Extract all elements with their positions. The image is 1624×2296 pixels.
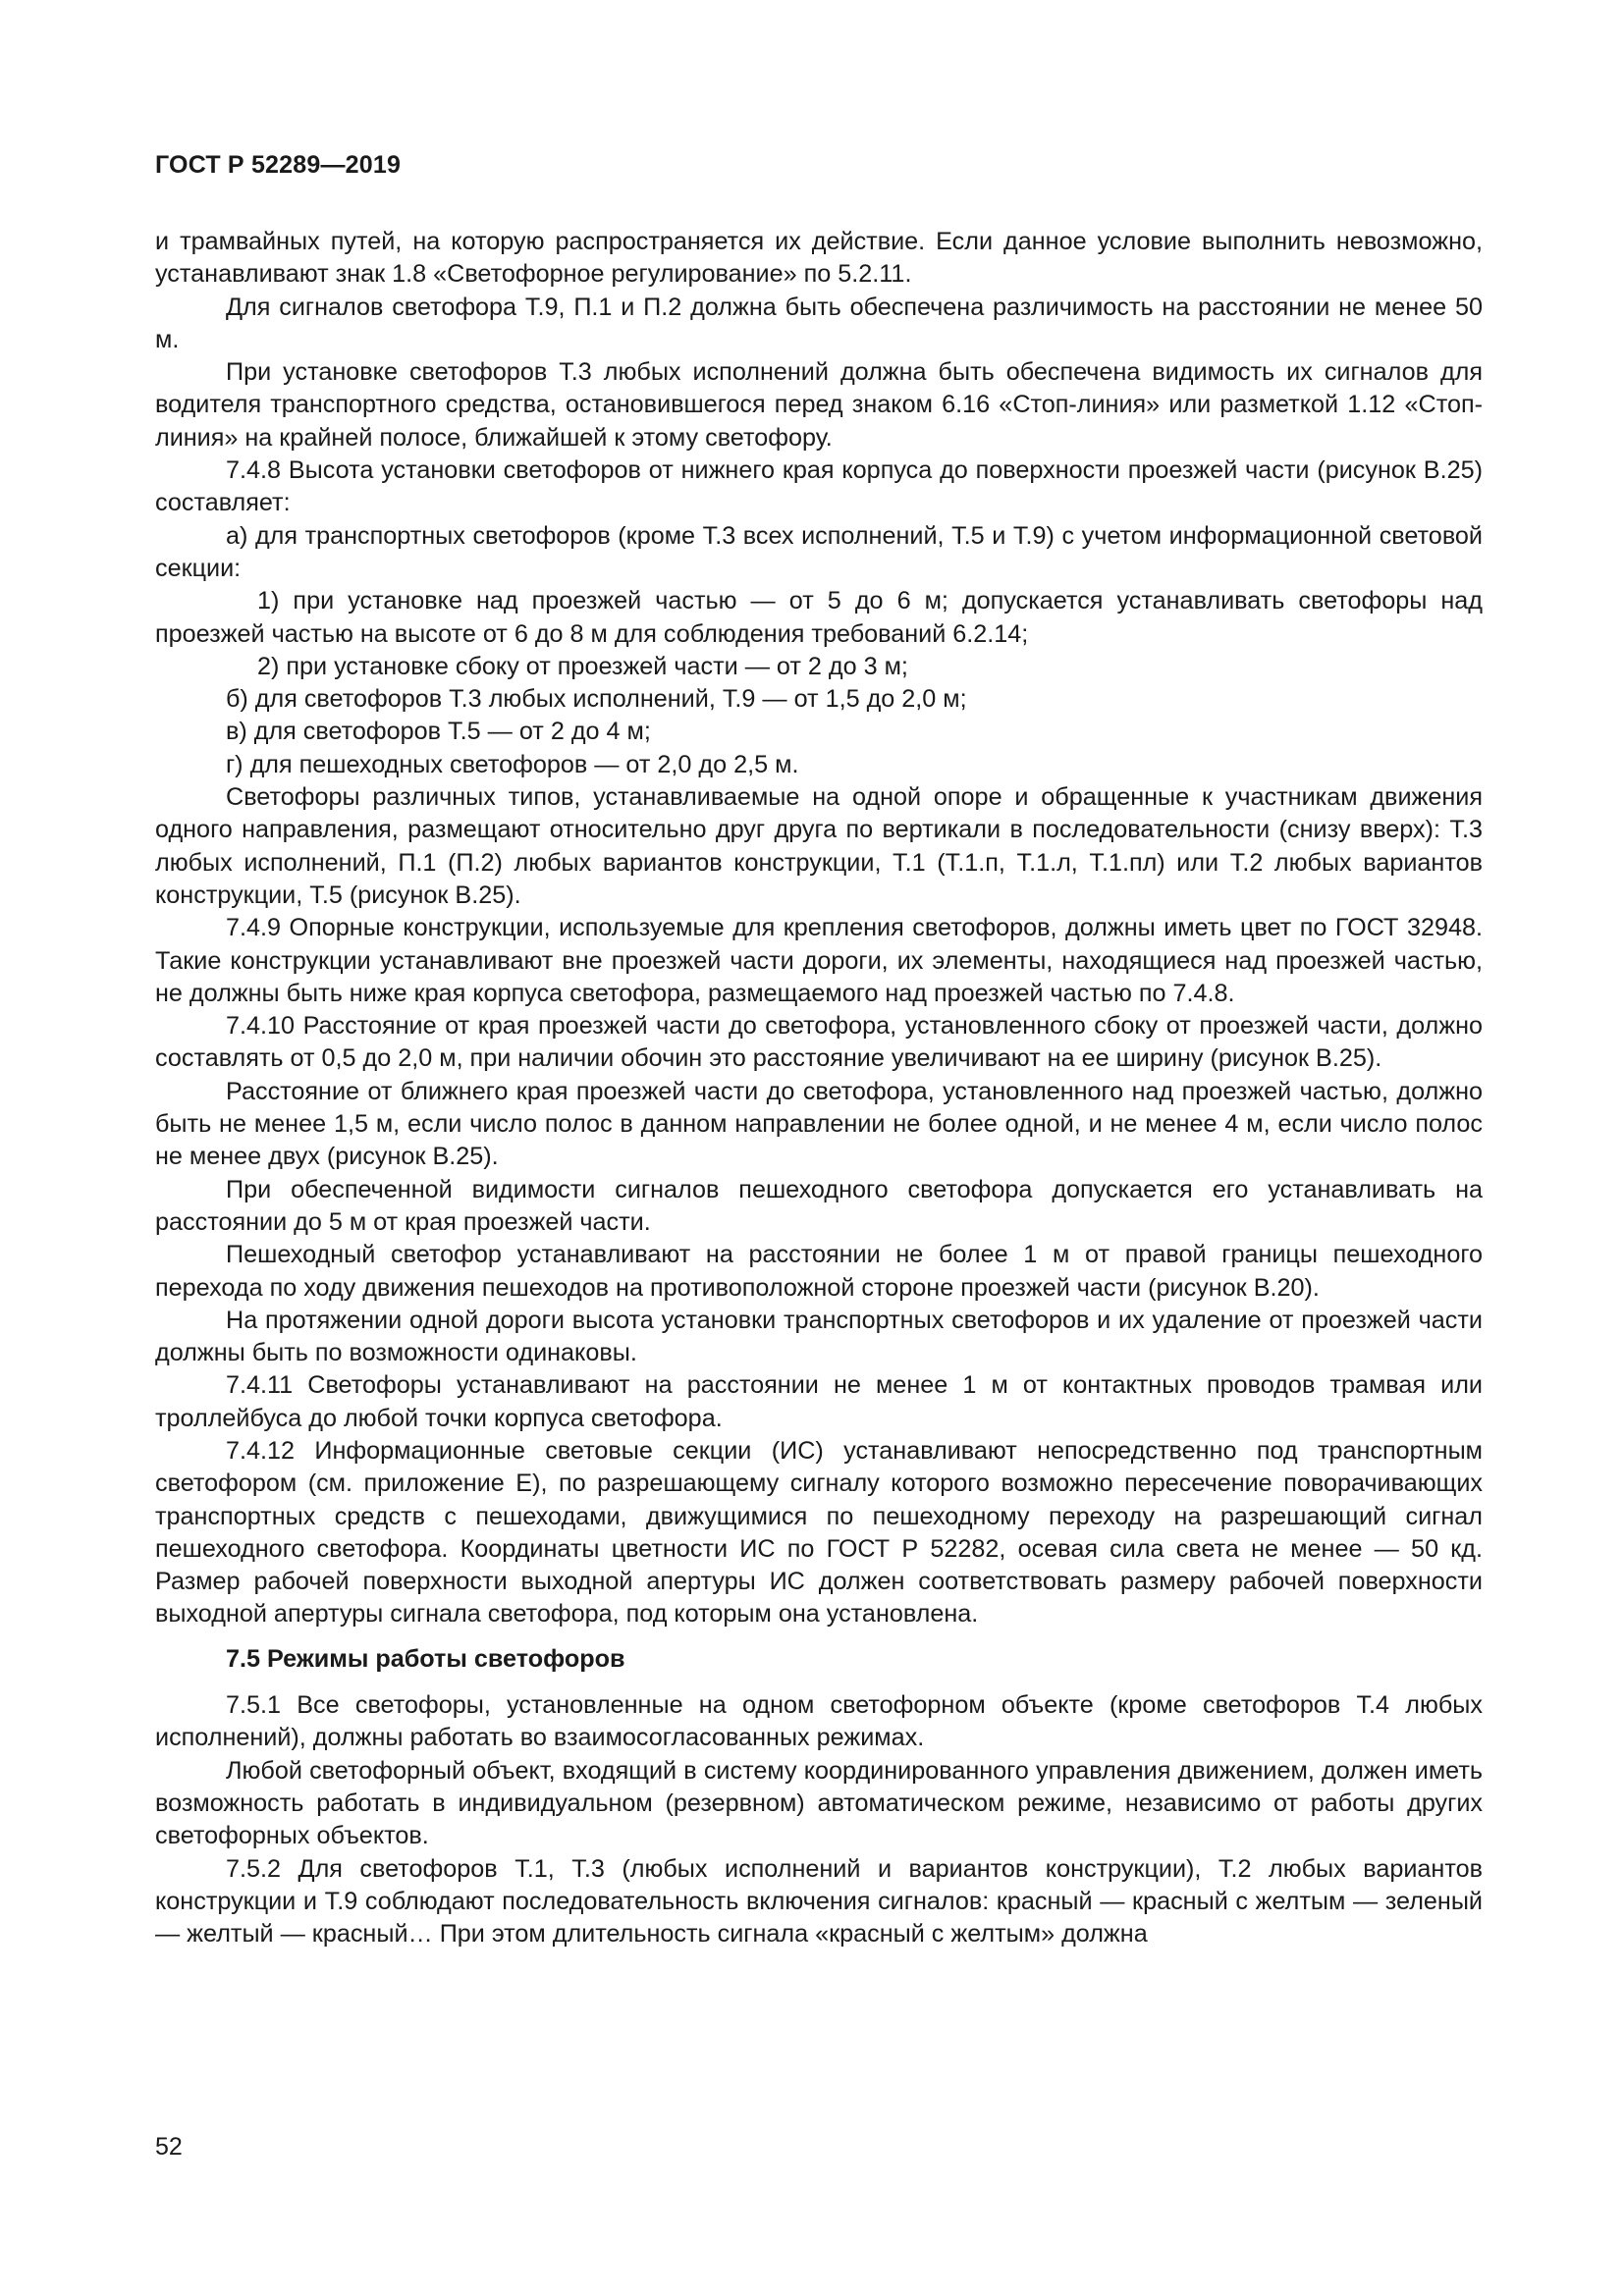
list-subitem-1: 1) при установке над проезжей частью — от 5 до 6 м; допускается устанавливать светофоры над проезжей частью на высоте от 6 до 8 м для соблюдения требований 6.2.14;: [155, 587, 1483, 648]
clause-7-4-12: 7.4.12 Информационные световые секции (ИС) устанавливают непосредственно под транспортным светофором (см. приложение Е), по разрешающему сигналу которого возможно пересечение поворачивающих транспортных средств с пешеходами, движущимися по пешеходному переходу на разрешающий сигнал пешеходного светофора. Координаты цветности ИС по ГОСТ Р 52282, осевая сила света не менее — 50 кд. Размер рабочей поверхности выходной апертуры ИС должен соответствовать размеру рабочей поверхности выходной апертуры сигнала светофора, под которым она установлена.: [155, 1436, 1483, 1629]
section-heading: 7.5 Режимы работы светофоров: [226, 1644, 625, 1673]
clause-7-5-1: 7.5.1 Все светофоры, установленные на одном светофорном объекте (кроме светофоров Т.4 любых исполнений), должны работать во взаимосогласованных режимах.: [155, 1691, 1483, 1752]
list-item-a: а) для транспортных светофоров (кроме Т.3 всех исполнений, Т.5 и Т.9) с учетом информационной световой секции:: [155, 521, 1483, 582]
list-item-v: в) для светофоров Т.5 — от 2 до 4 м;: [226, 718, 651, 746]
paragraph: При установке светофоров Т.3 любых исполнений должна быть обеспечена видимость их сигналов для водителя транспортного средства, остановившегося перед знаком 6.16 «Стоп-линия» или разметкой 1.12 «Стоп-линия» на крайней полосе, ближайшей к этому светофору.: [155, 358, 1483, 452]
paragraph: Пешеходный светофор устанавливают на расстоянии не более 1 м от правой границы пешеходного перехода по ходу движения пешеходов на противоположной стороне проезжей части (рисунок В.20).: [155, 1241, 1483, 1302]
paragraph: Светофоры различных типов, устанавливаемые на одной опоре и обращенные к участникам движения одного направления, размещают относительно друг друга по вертикали в последовательности (снизу вверх): Т.3 любых исполнений, П.1 (П.2) любых вариантов конструкции, Т.1 (Т.1.п, Т.1.л, Т.1.пл) или Т.2 любых вариантов конструкции, Т.5 (рисунок В.25).: [155, 783, 1483, 909]
clause-7-4-11: 7.4.11 Светофоры устанавливают на расстоянии не менее 1 м от контактных проводов трамвая или троллейбуса до любой точки корпуса светофора.: [155, 1371, 1483, 1432]
paragraph: На протяжении одной дороги высота установки транспортных светофоров и их удаление от проезжей части должны быть по возможности одинаковы.: [155, 1306, 1483, 1367]
document-body: [155, 226, 1483, 1950]
page-number: 52: [155, 2133, 183, 2161]
paragraph: Расстояние от ближнего края проезжей части до светофора, установленного над проезжей частью, должно быть не менее 1,5 м, если число полос в данном направлении не более одной, и не менее 4 м, если число полос не менее двух (рисунок В.25).: [155, 1077, 1483, 1171]
document-header: ГОСТ Р 52289—2019: [155, 151, 402, 179]
clause-7-4-8: 7.4.8 Высота установки светофоров от нижнего края корпуса до поверхности проезжей части (рисунок В.25) составляет:: [155, 456, 1483, 517]
clause-7-4-9: 7.4.9 Опорные конструкции, используемые для крепления светофоров, должны иметь цвет по ГОСТ 32948. Такие конструкции устанавливают вне проезжей части дороги, их элементы, находящиеся над проезжей частью, не должны быть ниже края корпуса светофора, размещаемого над проезжей частью по 7.4.8.: [155, 914, 1483, 1007]
paragraph: Для сигналов светофора Т.9, П.1 и П.2 должна быть обеспечена различимость на расстоянии не менее 50 м.: [155, 293, 1483, 353]
clause-7-4-10: 7.4.10 Расстояние от края проезжей части до светофора, установленного сбоку от проезжей части, должно составлять от 0,5 до 2,0 м, при наличии обочин это расстояние увеличивают на ее ширину (рисунок В.25).: [155, 1012, 1483, 1073]
clause-7-5-2: 7.5.2 Для светофоров Т.1, Т.3 (любых исполнений и вариантов конструкции), Т.2 любых вариантов конструкции и Т.9 соблюдают последовательность включения сигналов: красный — красный с желтым — зеленый — желтый — красный… При этом длительность сигнала «красный с желтым» должна: [155, 1854, 1483, 1949]
paragraph: Любой светофорный объект, входящий в систему координированного управления движением, должен иметь возможность работать в индивидуальном (резервном) автоматическом режиме, независимо от работы других светофорных объектов.: [155, 1756, 1483, 1850]
list-item-b: б) для светофоров Т.3 любых исполнений, Т.9 — от 1,5 до 2,0 м;: [226, 685, 967, 714]
list-item-g: г) для пешеходных светофоров — от 2,0 до 2,5 м.: [226, 750, 799, 778]
list-subitem-2: 2) при установке сбоку от проезжей части — от 2 до 3 м;: [257, 652, 908, 680]
paragraph: и трамвайных путей, на которую распространяется их действие. Если данное условие выполнить невозможно, устанавливают знак 1.8 «Светофорное регулирование» по 5.2.11.: [155, 228, 1483, 289]
paragraph: При обеспеченной видимости сигналов пешеходного светофора допускается его устанавливать на расстоянии до 5 м от края проезжей части.: [155, 1175, 1483, 1236]
